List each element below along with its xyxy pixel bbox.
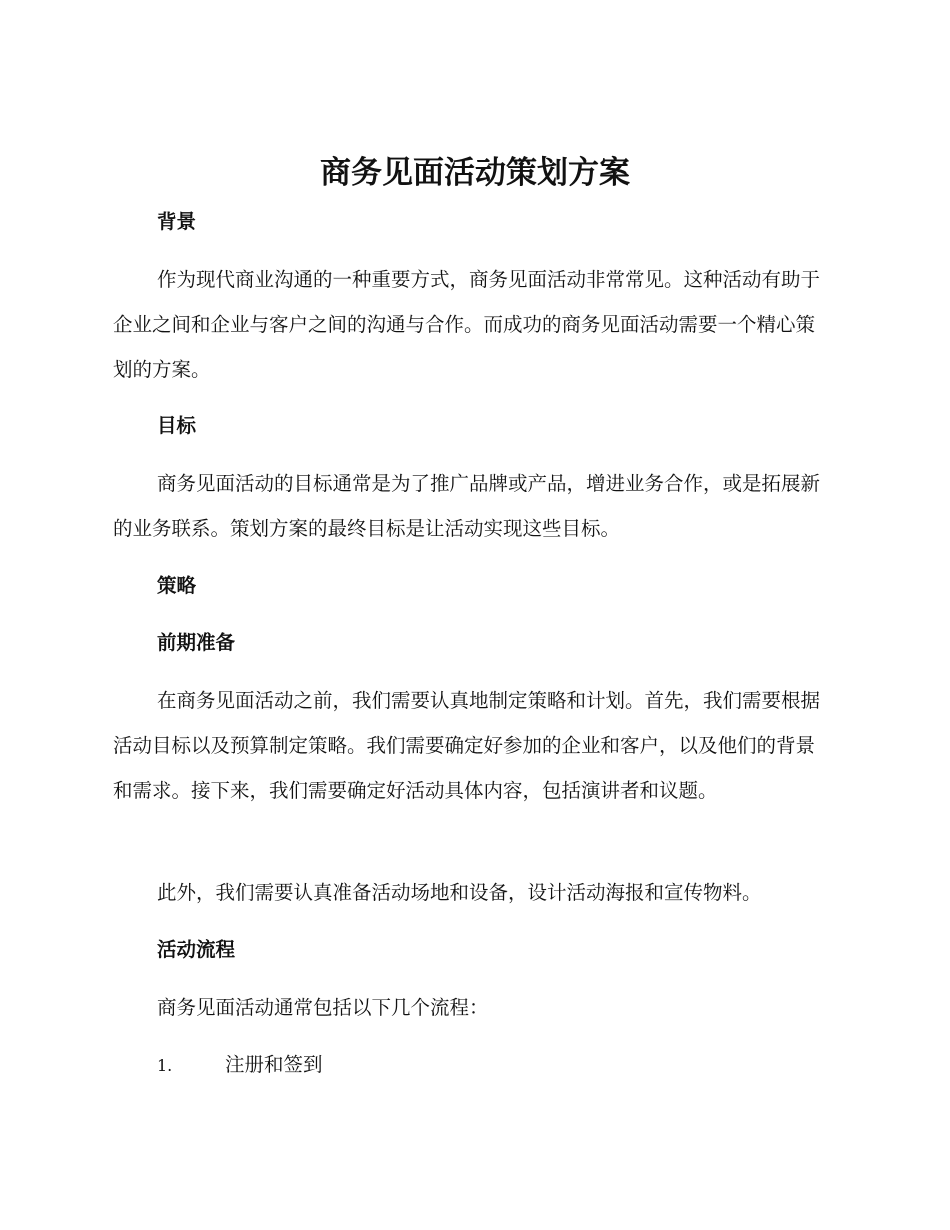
heading-strategy: 策略: [157, 574, 197, 597]
paragraph-background: 作为现代商业沟通的一种重要方式，商务见面活动非常常见。这种活动有助于企业之间和企业与客户之间的沟通与合作。而成功的商务见面活动需要一个精心策划的方案。: [113, 268, 821, 381]
heading-goal: 目标: [157, 414, 197, 437]
paragraph-preparation-1: 在商务见面活动之前，我们需要认真地制定策略和计划。首先，我们需要根据活动目标以及预算制定策略。我们需要确定好参加的企业和客户，以及他们的背景和需求。接下来，我们需要确定好活动具体内容，包括演讲者和议题。: [113, 689, 821, 802]
heading-background: 背景: [157, 210, 197, 233]
list-item-number: 1.: [157, 1056, 173, 1075]
heading-process: 活动流程: [157, 938, 236, 961]
document-title: 商务见面活动策划方案: [320, 155, 630, 191]
paragraph-preparation-2: 此外，我们需要认真准备活动场地和设备，设计活动海报和宣传物料。: [157, 881, 762, 904]
list-item-text: 注册和签到: [225, 1053, 323, 1076]
heading-preparation: 前期准备: [157, 631, 236, 654]
paragraph-goal: 商务见面活动的目标通常是为了推广品牌或产品，增进业务合作，或是拓展新的业务联系。策划方案的最终目标是让活动实现这些目标。: [113, 472, 821, 540]
paragraph-process-intro: 商务见面活动通常包括以下几个流程：: [157, 996, 489, 1019]
